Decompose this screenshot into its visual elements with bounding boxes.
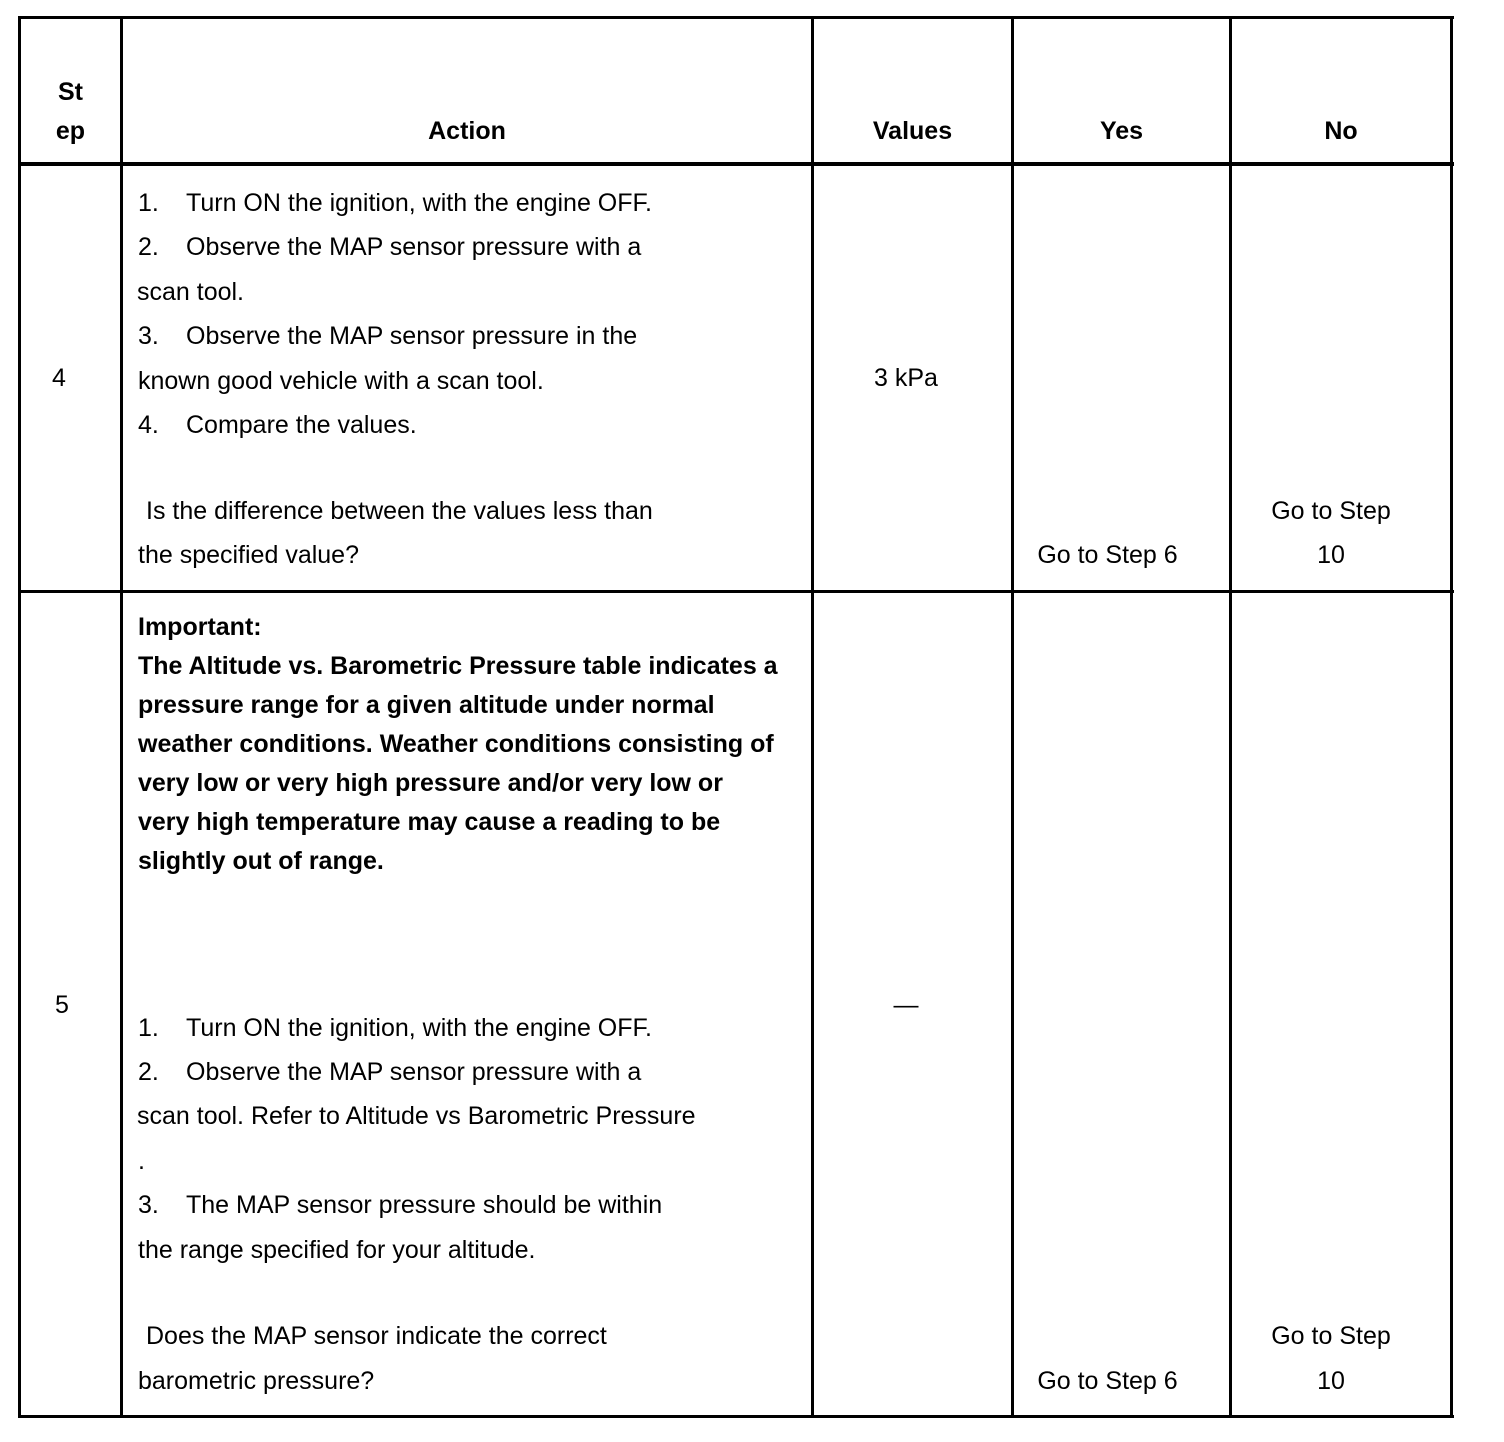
table-border-left bbox=[18, 16, 21, 1418]
table-border-right bbox=[1450, 16, 1453, 1418]
action-item-cont: the range specified for your altitude. bbox=[138, 1236, 536, 1264]
important-label: Important: bbox=[138, 613, 262, 641]
row-step-5: 5 bbox=[55, 991, 69, 1019]
header-values: Values bbox=[872, 117, 953, 145]
col-divider-action bbox=[811, 16, 814, 1418]
action-question: Does the MAP sensor indicate the correct bbox=[146, 1322, 607, 1350]
header-action: Action bbox=[428, 117, 506, 145]
col-divider-yes bbox=[1229, 16, 1232, 1418]
action-item: 2. Observe the MAP sensor pressure with a bbox=[138, 1058, 642, 1086]
header-step-line2: ep bbox=[55, 117, 86, 145]
important-note: The Altitude vs. Barometric Pressure table indicates a pressure range for a given altitude under normal weather conditions. Weather conditions consisting of very low or very high pressure and/or very low or very high temperature may cause a reading to be slightly out of range. bbox=[138, 652, 778, 875]
action-item: 2. Observe the MAP sensor pressure with a bbox=[138, 233, 642, 261]
action-item: 3. The MAP sensor pressure should be within bbox=[138, 1191, 663, 1219]
action-item-cont: . bbox=[138, 1147, 145, 1175]
header-no: No bbox=[1324, 117, 1358, 145]
action-item: 1. Turn ON the ignition, with the engine OFF. bbox=[138, 189, 652, 217]
row-4-yes: Go to Step 6 bbox=[1037, 541, 1178, 569]
row-4-value: 3 kPa bbox=[874, 364, 938, 392]
col-divider-step bbox=[120, 16, 123, 1418]
action-question-cont: barometric pressure? bbox=[138, 1367, 375, 1395]
action-item-cont: known good vehicle with a scan tool. bbox=[138, 367, 544, 395]
col-divider-values bbox=[1011, 16, 1014, 1418]
table-border-top bbox=[18, 16, 1454, 19]
row-5-value: — bbox=[893, 991, 919, 1019]
row-5-no-line1: Go to Step bbox=[1271, 1322, 1391, 1350]
action-question: Is the difference between the values less than bbox=[146, 497, 653, 525]
row-step-4: 4 bbox=[52, 364, 66, 392]
row-divider bbox=[18, 590, 1454, 593]
action-item-cont: scan tool. bbox=[137, 278, 245, 306]
action-item: 4. Compare the values. bbox=[138, 411, 417, 439]
action-item-cont: scan tool. Refer to Altitude vs Barometric Pressure bbox=[137, 1102, 696, 1130]
header-step-line1: St bbox=[58, 78, 83, 106]
table-border-bottom bbox=[18, 1415, 1454, 1418]
row-4-no-line1: Go to Step bbox=[1271, 497, 1391, 525]
row-5-no-line2: 10 bbox=[1317, 1367, 1345, 1395]
header-divider bbox=[18, 162, 1454, 166]
header-yes: Yes bbox=[1099, 117, 1144, 145]
action-item: 1. Turn ON the ignition, with the engine OFF. bbox=[138, 1014, 652, 1042]
row-5-yes: Go to Step 6 bbox=[1037, 1367, 1178, 1395]
action-item: 3. Observe the MAP sensor pressure in the bbox=[138, 322, 638, 350]
action-question-cont: the specified value? bbox=[138, 541, 359, 569]
row-4-no-line2: 10 bbox=[1317, 541, 1345, 569]
